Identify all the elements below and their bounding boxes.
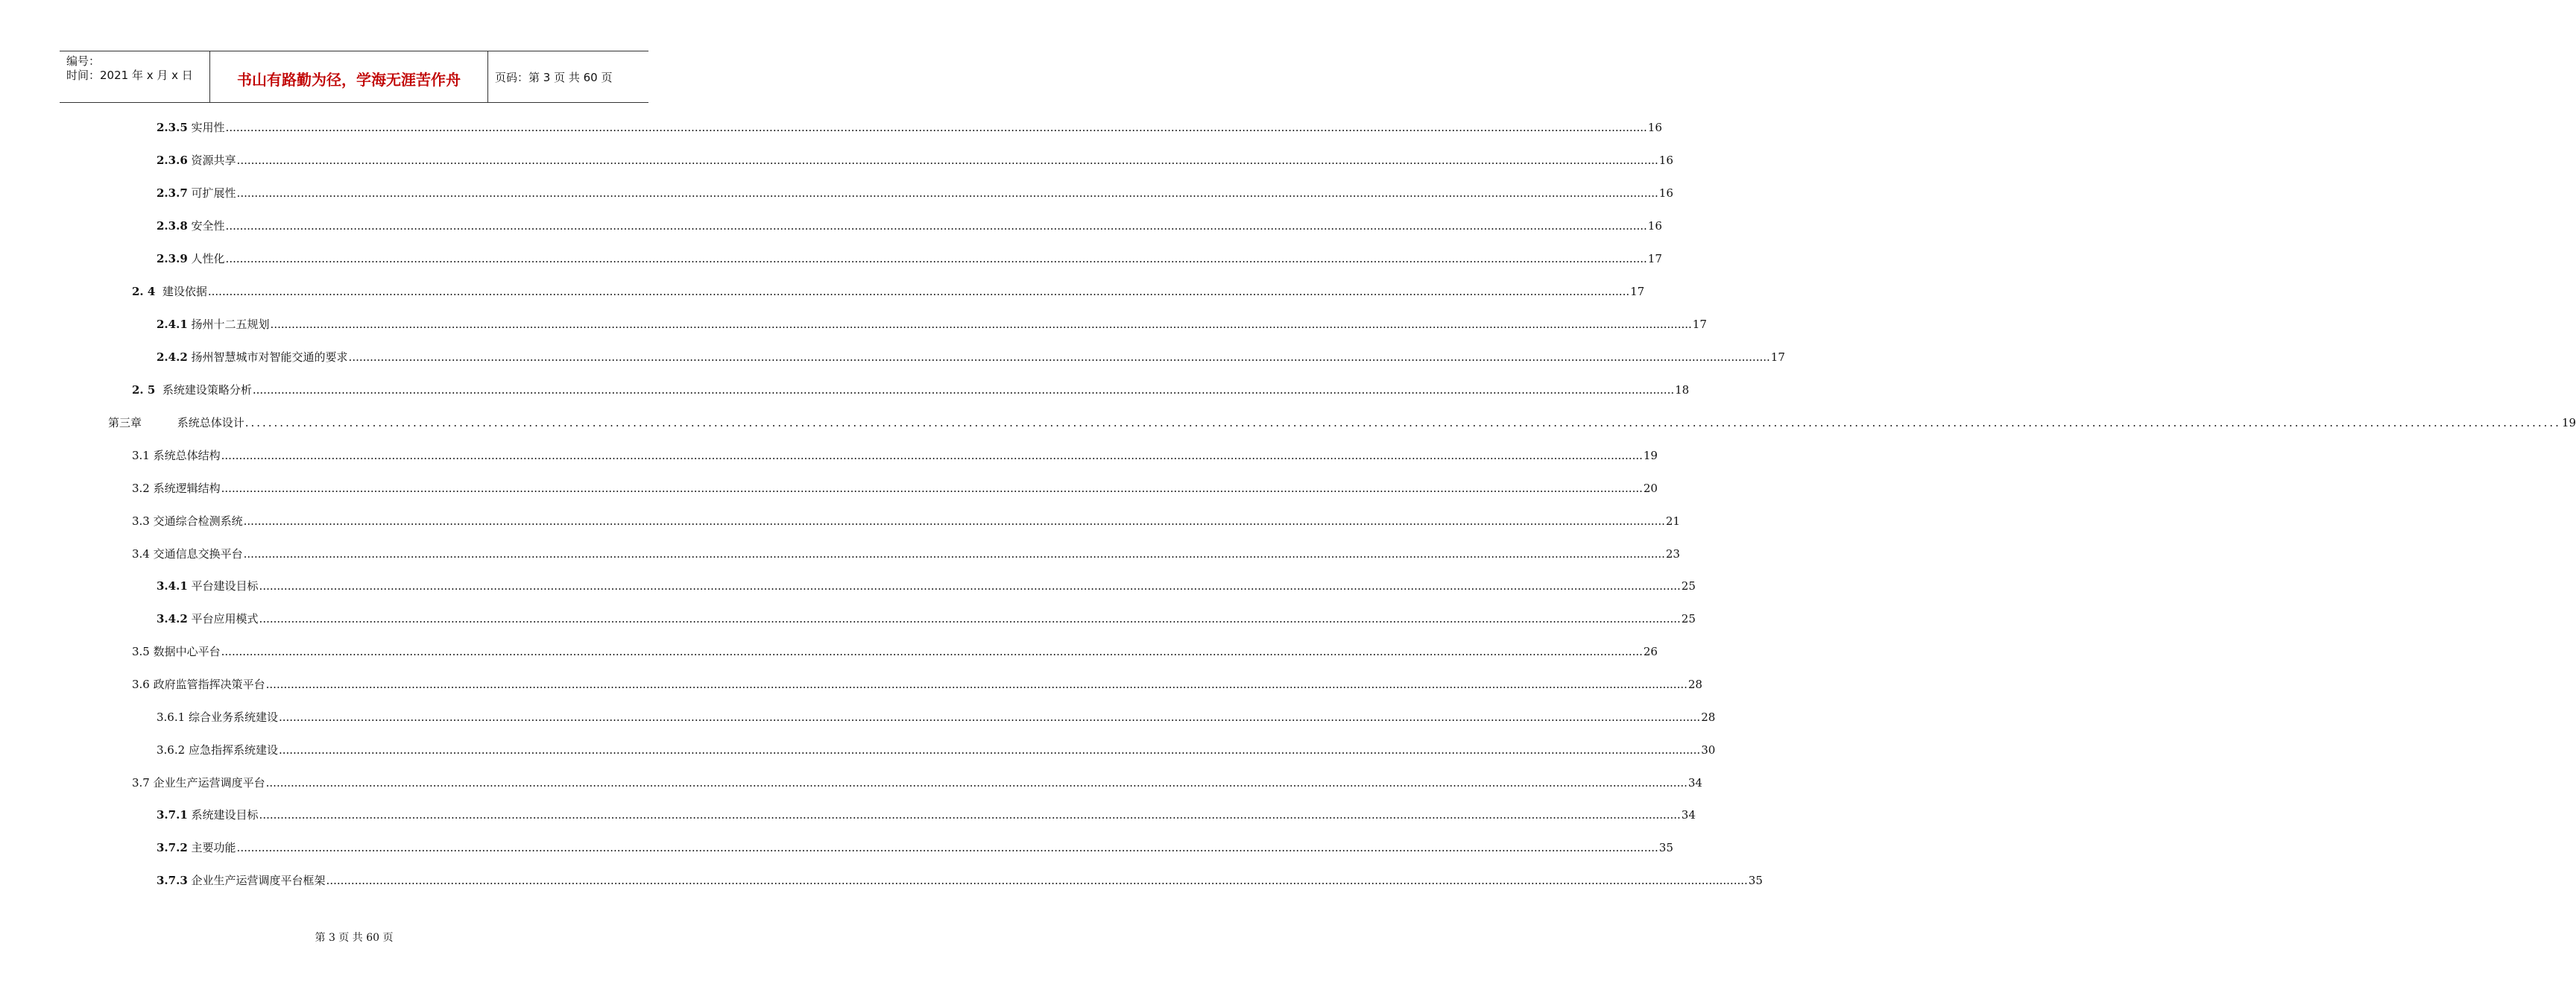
toc-entry-number: 3.6.2	[157, 743, 186, 757]
toc-entry[interactable]	[157, 218, 1662, 234]
header-motto: 书山有路勤为径，学海无涯苦作舟	[237, 71, 461, 89]
toc-entry-page: 18	[1675, 383, 1690, 397]
toc-entry[interactable]	[132, 447, 1658, 464]
toc-leader-dots: ................................................................................................................................................................................................................................................................................................................................................................................................................	[252, 383, 1675, 397]
toc-leader-dots: ................................................................................................................................................................................................................................................................................................................................................................................................................	[278, 710, 1701, 724]
toc-entry-number: 第三章	[108, 416, 142, 429]
toc-entry-title: 建设依据	[155, 285, 207, 298]
toc-entry[interactable]	[157, 872, 1763, 889]
toc-leader-dots: ................................................................................................................................................................................................................................................................................................................................................................................................................	[259, 808, 1681, 822]
toc-entry-number: 3.7	[132, 776, 150, 790]
toc-entry-page: 16	[1647, 121, 1662, 134]
toc-entry-number: 3.6.1	[157, 710, 186, 724]
toc-entry-page: 26	[1643, 645, 1658, 658]
toc-entry-title: 实用性	[187, 121, 225, 134]
toc-entry-title: 综合业务系统建设	[185, 710, 278, 724]
toc-entry-number: 3.1	[132, 449, 150, 462]
toc-entry-number: 3.7.1	[157, 808, 188, 822]
toc-entry-title: 企业生产运营调度平台框架	[187, 874, 326, 887]
toc-entry-page: 30	[1701, 743, 1716, 757]
toc-entry-number: 2.4.2	[157, 350, 188, 364]
toc-entry-page: 34	[1688, 776, 1702, 790]
toc-entry-title: 系统建设策略分析	[155, 383, 252, 397]
toc-entry-page: 19	[1643, 449, 1658, 462]
toc-entry-number: 3.4.1	[157, 579, 188, 593]
toc-leader-dots: ................................................................................................................................................................................................................................................................................................................................................................................................................	[278, 743, 1701, 757]
toc-entry-page: 17	[1770, 350, 1785, 364]
toc-entry-number: 3.7.2	[157, 841, 188, 854]
toc-leader-dots: ................................................................................................................................................................................................................................................................................................................................................................................................................	[265, 776, 1688, 790]
toc-leader-dots: ................................................................................................................................................................................................................................................................................................................................................................................................................	[236, 154, 1658, 167]
toc-entry[interactable]	[157, 152, 1673, 168]
toc-entry[interactable]	[157, 709, 1716, 725]
toc-entry[interactable]	[157, 316, 1707, 333]
toc-leader-dots: ................................................................................................................................................................................................................................................................................................................................................................................................................	[221, 449, 1643, 462]
toc-entry-number: 2.3.9	[157, 252, 188, 265]
toc-entry-title: 人性化	[187, 252, 225, 265]
toc-entry[interactable]	[157, 611, 1696, 627]
toc-entry-page: 35	[1658, 841, 1673, 854]
toc-entry-title: 扬州十二五规划	[187, 318, 270, 331]
toc-entry-number: 2. 4	[132, 285, 156, 298]
toc-entry-title: 数据中心平台	[149, 645, 221, 658]
toc-entry-page: 16	[1647, 219, 1662, 233]
toc-entry[interactable]	[157, 119, 1662, 136]
toc-leader-dots: ................................................................................................................................................................................................................................................................................................................................................................................................................	[221, 645, 1643, 658]
toc-entry-page: 16	[1658, 154, 1673, 167]
toc-entry-page: 17	[1692, 318, 1707, 331]
toc-entry-page: 17	[1630, 285, 1645, 298]
toc-entry-title: 平台建设目标	[187, 579, 259, 593]
toc-entry-title: 可扩展性	[187, 186, 236, 200]
toc-entry-title: 平台应用模式	[187, 612, 259, 626]
toc-leader-dots: ................................................................................................................................................................................................................................................................................................................................................................................................................	[265, 678, 1688, 691]
toc-entry-title: 资源共享	[187, 154, 236, 167]
toc-leader-dots: ................................................................................................................................................................................................................................................................................................................................................................................................................	[225, 252, 1647, 265]
toc-entry-page: 19	[2561, 416, 2576, 429]
toc-entry-title: 系统总体结构	[149, 449, 221, 462]
toc-entry-number: 2.4.1	[157, 318, 188, 331]
toc-entry-title: 企业生产运营调度平台	[149, 776, 265, 790]
toc-entry-page: 34	[1681, 808, 1696, 822]
toc-entry-number: 3.7.3	[157, 874, 188, 887]
toc-entry-page: 28	[1701, 710, 1716, 724]
toc-entry-title: 政府监管指挥决策平台	[149, 678, 265, 691]
toc-entry-title: 安全性	[187, 219, 225, 233]
toc-entry[interactable]	[157, 839, 1673, 856]
toc-entry[interactable]	[157, 250, 1662, 267]
page-footer: 第 3 页 共 60 页	[315, 932, 394, 944]
toc-leader-dots: ................................................................................................................................................................................................................................................................................................................................................................................................................	[236, 841, 1658, 854]
toc-entry[interactable]	[132, 513, 1680, 529]
toc-entry-number: 3.4.2	[157, 612, 188, 626]
toc-leader-dots: ................................................................................................................................................................................................................................................................................................................................................................................................................	[259, 612, 1681, 626]
toc-leader-dots: ................................................................................................................................................................................................................................................................................................................................................................................................................	[225, 219, 1647, 233]
toc-entry-number: 3.4	[132, 547, 150, 561]
toc-entry-title: 应急指挥系统建设	[185, 743, 278, 757]
toc-entry[interactable]	[132, 546, 1680, 562]
toc-entry-page: 28	[1688, 678, 1702, 691]
toc-entry-page: 23	[1665, 547, 1680, 561]
toc-entry-page: 16	[1658, 186, 1673, 200]
toc-entry[interactable]	[157, 185, 1673, 201]
toc-entry[interactable]	[132, 643, 1658, 660]
toc-leader-dots: ................................................................................................................................................................................................................................................................................................................................................................................................................	[221, 482, 1643, 495]
toc-entry-title: 主要功能	[187, 841, 236, 854]
toc-entry[interactable]	[132, 382, 1690, 398]
header-number-label: 编号：	[66, 54, 101, 68]
toc-entry-number: 2.3.8	[157, 219, 188, 233]
toc-entry-title: 系统逻辑结构	[149, 482, 221, 495]
toc-entry[interactable]	[108, 415, 2576, 431]
toc-leader-dots: ................................................................................................................................................................................................................................................................................................................................................................................................................	[244, 416, 2561, 429]
toc-entry-number: 3.5	[132, 645, 150, 658]
toc-entry-number: 3.6	[132, 678, 150, 691]
toc-entry[interactable]	[157, 578, 1696, 594]
toc-entry-title: 交通综合检测系统	[149, 514, 243, 528]
header-page-info: 页码：第 3 页 共 60 页	[495, 71, 613, 84]
toc-entry[interactable]	[132, 480, 1658, 497]
toc-entry-page: 20	[1643, 482, 1658, 495]
toc-leader-dots: ................................................................................................................................................................................................................................................................................................................................................................................................................	[243, 547, 1665, 561]
toc-leader-dots: ................................................................................................................................................................................................................................................................................................................................................................................................................	[270, 318, 1692, 331]
toc-leader-dots: ................................................................................................................................................................................................................................................................................................................................................................................................................	[259, 579, 1681, 593]
toc-entry-number: 3.2	[132, 482, 150, 495]
toc-entry-number: 2.3.5	[157, 121, 188, 134]
toc-entry[interactable]	[132, 283, 1645, 300]
toc-entry[interactable]	[157, 807, 1696, 823]
header-time-label: 时间：2021 年 x 月 x 日	[66, 69, 193, 82]
toc-entry-number: 2. 5	[132, 383, 156, 397]
toc-entry[interactable]	[132, 775, 1702, 791]
toc-entry-title: 系统建设目标	[187, 808, 259, 822]
toc-leader-dots: ................................................................................................................................................................................................................................................................................................................................................................................................................	[225, 121, 1647, 134]
toc-entry-page: 35	[1748, 874, 1763, 887]
toc-leader-dots: ................................................................................................................................................................................................................................................................................................................................................................................................................	[207, 285, 1630, 298]
toc-entry-number: 3.3	[132, 514, 150, 528]
toc-entry-page: 17	[1647, 252, 1662, 265]
toc-entry[interactable]	[157, 349, 1785, 365]
toc-entry-page: 21	[1665, 514, 1680, 528]
toc-entry-number: 2.3.6	[157, 154, 188, 167]
toc-entry[interactable]	[132, 676, 1702, 693]
toc-entry[interactable]	[157, 742, 1716, 758]
toc-entry-title: 系统总体设计	[142, 416, 244, 429]
toc-entry-title: 交通信息交换平台	[149, 547, 243, 561]
toc-entry-title: 扬州智慧城市对智能交通的要求	[187, 350, 348, 364]
toc-leader-dots: ................................................................................................................................................................................................................................................................................................................................................................................................................	[236, 186, 1658, 200]
toc-leader-dots: ................................................................................................................................................................................................................................................................................................................................................................................................................	[326, 874, 1748, 887]
toc-entry-number: 2.3.7	[157, 186, 188, 200]
toc-leader-dots: ................................................................................................................................................................................................................................................................................................................................................................................................................	[348, 350, 1770, 364]
toc-leader-dots: ................................................................................................................................................................................................................................................................................................................................................................................................................	[243, 514, 1665, 528]
toc-entry-page: 25	[1681, 612, 1696, 626]
toc-entry-page: 25	[1681, 579, 1696, 593]
